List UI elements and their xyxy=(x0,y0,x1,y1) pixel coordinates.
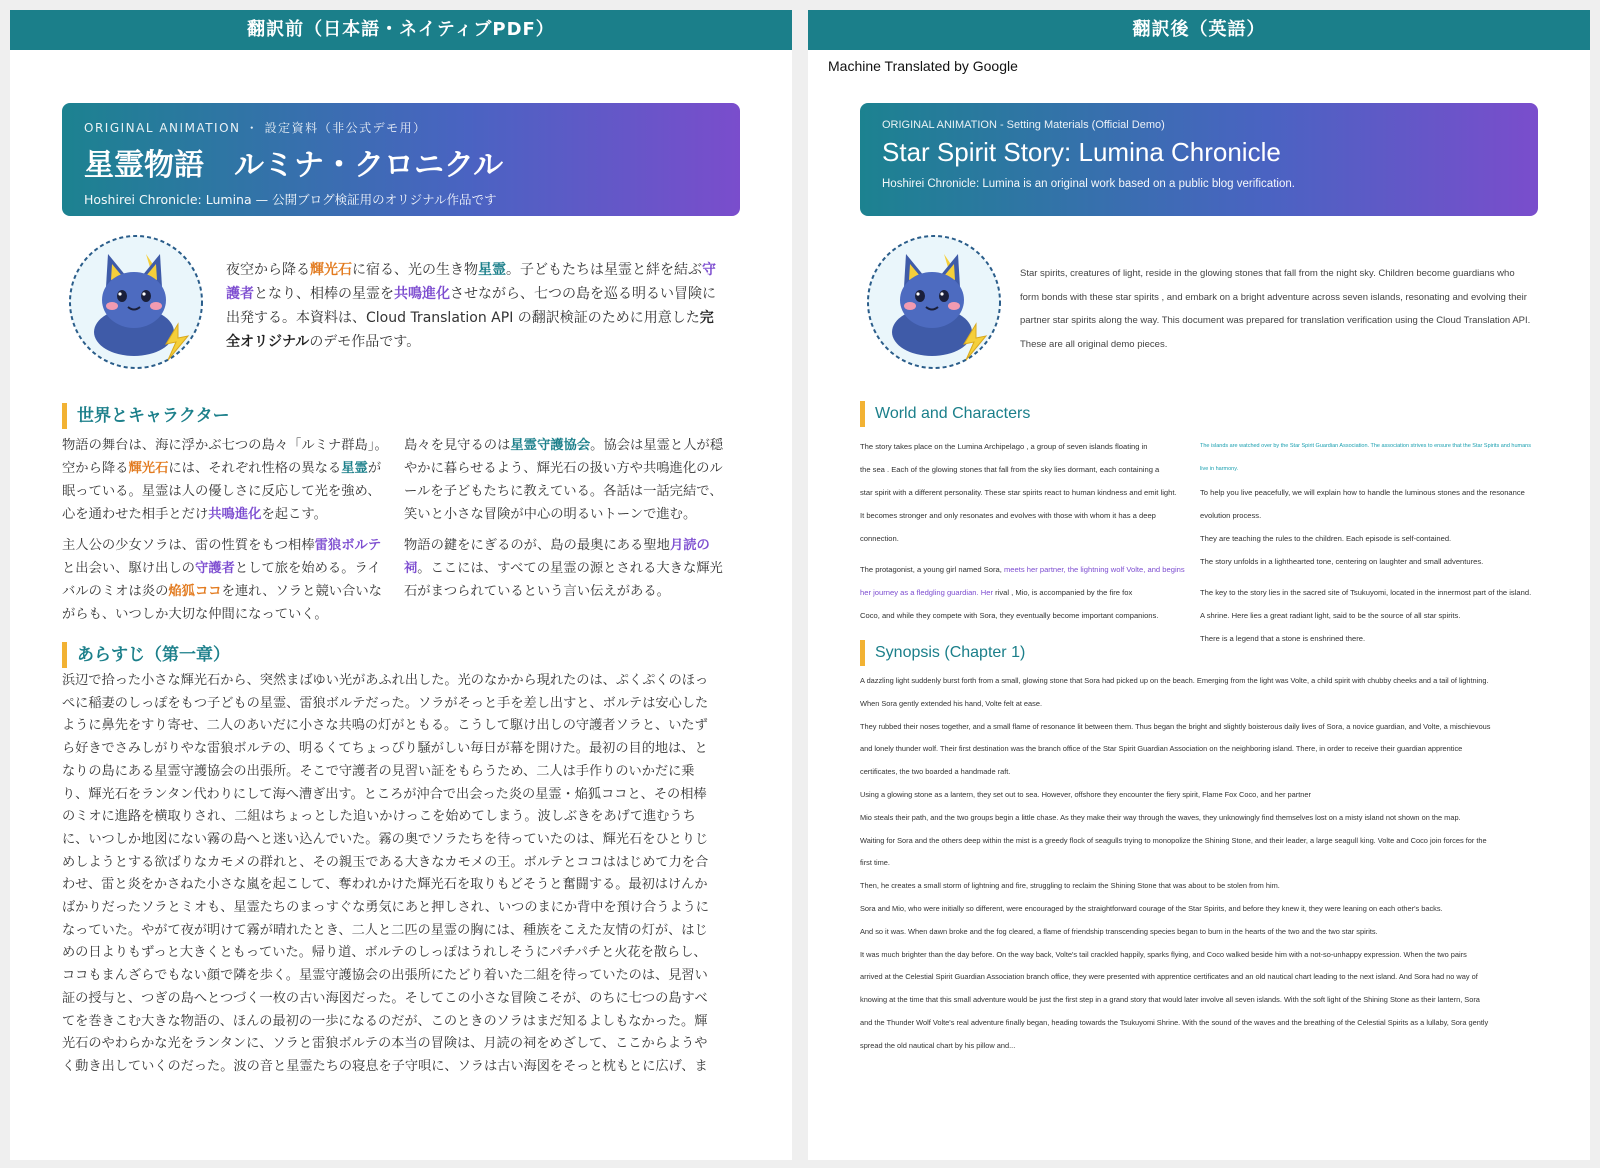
synopsis-line: く動き出していくのだった。波の音と星霊たちの寝息を子守唄に、ソラは古い海図をそっと枕もとに広げ、ま xyxy=(62,1058,708,1074)
term: 守護者 xyxy=(194,561,235,576)
banner-title: Star Spirit Story: Lumina Chronicle xyxy=(882,137,1281,167)
text: が眠っている。星霊は人の優しさに反応して光を強め、心を通わせた相手とだけ xyxy=(62,461,382,522)
text-line: the sea . Each of the glowing stones that fall from the sky lies dormant, each containing a xyxy=(860,465,1160,474)
text: と出会い、駆け出しの xyxy=(62,561,195,576)
term: 星霊守護協会 xyxy=(510,438,591,453)
text-line: The key to the story lies in the sacred site of Tsukuyomi, located in the innermost part of the island. xyxy=(1200,588,1532,597)
synopsis-line: なっていた。やがて夜が明けて霧が晴れたとき、二人と二匹の星霊の胸には、種族をこえた友情の灯が、はじ xyxy=(62,922,708,938)
text-line: The story takes place on the Lumina Archipelago , a group of seven islands floating in xyxy=(860,442,1148,451)
term-original: 完全オリジナル xyxy=(226,310,714,350)
banner-kicker: ORIGINAL ANIMATION - Setting Materials (Official Demo) xyxy=(882,119,1165,131)
intro-text: 夜空から降る xyxy=(226,262,310,278)
text: 物語の舞台は、海に浮かぶ七つの島々「ルミナ群島」。空から降る xyxy=(62,438,388,476)
text: として旅を始める。ライバルのミオは炎の xyxy=(62,561,381,599)
synopsis-line: Waiting for Sora and the others deep within the mist is a greedy flock of seagulls trying to monopolize the Shining Stone, and their leader, a large seagull king. Volte and Coco join forces for the xyxy=(860,835,1487,845)
text-line: The story unfolds in a lighthearted tone, centering on laughter and small adventures. xyxy=(1200,557,1484,566)
synopsis-line: certificates, the two boarded a handmade raft. xyxy=(860,767,1011,777)
synopsis-line: ココもまんざらでもない顔で隣を歩く。星霊守護協会の出張所にたどり着いた二組を待っていたのは、見習い xyxy=(62,968,708,984)
synopsis-line: めしようとする欲ばりなカモメの群れと、その親玉である大きなカモメの王。ボルテとココははじめて力を合 xyxy=(62,854,709,870)
world-paragraph xyxy=(404,534,734,603)
text: Coco, and while they compete with Sora, they eventually become important companions. xyxy=(860,611,1159,620)
world-paragraph xyxy=(1200,435,1536,573)
intro-paragraph xyxy=(226,258,726,354)
banner-title: 星霊物語 ルミナ・クロニクル xyxy=(84,148,504,183)
intro-line: form bonds with these star spirits , and embark on a bright adventure across seven islands, resonating and evolving their xyxy=(1020,291,1527,303)
term-seirei: 星霊 xyxy=(478,262,506,278)
section-title-synopsis: あらすじ（第一章） xyxy=(62,642,230,668)
synopsis-line: And so it was. When dawn broke and the fog cleared, a flame of friendship transcending species began to burn in the hearts of the two and the two star spirits. xyxy=(860,926,1378,936)
synopsis-line: ら好きでさみしがりやな雷狼ボルテの、明るくてちょっぴり騒がしい毎日が幕を開けた。最初の目的地は、と xyxy=(62,741,708,757)
intro-text: のデモ作品です。 xyxy=(309,334,421,350)
synopsis-line: り、輝光石をランタン代わりにして海へ漕ぎ出す。ところが沖合で出会った炎の星霊・焔狐ココと、その相棒 xyxy=(62,786,707,802)
term-guardian: 守護者 xyxy=(226,262,716,302)
highlight-text: meets her partner, the lightning wolf Volte, and begins her journey as a fledgling guardian. Her xyxy=(860,565,1185,597)
machine-translation-note: Machine Translated by Google xyxy=(828,58,1018,74)
text-line: star spirit with a different personality. These star spirits react to human kindness and emit light. xyxy=(860,488,1177,497)
text: 主人公の少女ソラは、雷の性質をもつ相棒 xyxy=(62,538,315,553)
text-line: To help you live peacefully, we will explain how to handle the luminous stones and the resonance evolution process. xyxy=(1200,488,1525,520)
term: 月読の祠 xyxy=(404,538,710,576)
section-title-world: 世界とキャラクター xyxy=(62,403,230,429)
synopsis-line: Using a glowing stone as a lantern, they set out to sea. However, offshore they encounter the fiery spirit, Flame Fox Coco, and her partner xyxy=(860,789,1311,799)
section-title-world: World and Characters xyxy=(860,401,1030,427)
synopsis-line: Mio steals their path, and the two groups begin a little chase. As they make their way through the waves, they unknowingly find themselves lost on a misty island not shown on the map. xyxy=(860,812,1461,822)
text-line: They are teaching the rules to the children. Each episode is self-contained. xyxy=(1200,534,1452,543)
banner-kicker: ORIGINAL ANIMATION ・ 設定資料（非公式デモ用） xyxy=(84,121,427,135)
intro-paragraph xyxy=(1020,262,1540,356)
synopsis-body xyxy=(62,670,742,1079)
synopsis-line: It was much brighter than the day before. On the way back, Volte's tail crackled happily, sparks flying, and Coco walked beside him with a not-so-unhappy expression. When the two pairs xyxy=(860,949,1467,959)
synopsis-line: and lonely thunder wolf. Their first destination was the branch office of the Star Spirit Guardian Association on the neighboring island. There, in order to receive their guardian apprentice xyxy=(860,744,1463,754)
banner-subtitle: Hoshirei Chronicle: Lumina is an original work based on a public blog verification. xyxy=(882,178,1295,190)
synopsis-line: なりの島にある星霊守護協会の出張所。そこで守護者の見習い証をもらうため、二人は手作りのいかだに乗 xyxy=(62,763,695,779)
term-kikouseki: 輝光石 xyxy=(310,262,352,278)
synopsis-line: ぺに稲妻のしっぽをもつ子どもの星霊、雷狼ボルテだった。ソラがそっと手を差し出すと、ボルテは安心した xyxy=(62,695,709,711)
text: 。協会は星霊と人が穏やかに暮らせるよう、輝光石の扱い方や共鳴進化のルールを子どもたちに教えている。各話は一話完結で、笑いと小さな冒険が中心の明るいトーンで進む。 xyxy=(404,438,724,522)
synopsis-line: knowing at the time that this small adventure would be just the first step in a grand story that would later involve all seven islands. With the soft light of the Shining Stone as their lantern, Sora xyxy=(860,995,1480,1005)
term: 焔狐ココ xyxy=(168,584,222,599)
intro-text: 。子どもたちは星霊と絆を結ぶ xyxy=(506,262,702,278)
synopsis-line: They rubbed their noses together, and a small flame of resonance lit between them. Thus began the bright and slightly boisterous daily lives of Sora, a novice guardian, and Volte, a mischievous xyxy=(860,721,1491,731)
synopsis-line: てを巻きこむ大きな物語の、ほんの最初の一歩になるのだが、このときのソラはまだ知るよしもなかった。輝 xyxy=(62,1013,708,1029)
synopsis-line: に、いつしか地図にない霧の島へと迷い込んでいた。霧の奥でソラたちを待っていたのは、輝光石をひとりじ xyxy=(62,831,709,847)
synopsis-line: Then, he creates a small storm of lightning and fire, struggling to reclaim the Shining Stone that was about to be stolen from him. xyxy=(860,881,1280,891)
thunder-wolf-mascot-icon xyxy=(864,232,1004,372)
synopsis-line: のミオに進路を横取りされ、二組はちょっとした追いかけっこを始めてしまう。波しぶきをあげて進むうち xyxy=(62,809,696,825)
term: 星霊 xyxy=(341,461,368,476)
world-paragraph xyxy=(404,434,734,526)
world-paragraph xyxy=(860,558,1190,627)
world-paragraph xyxy=(1200,581,1536,650)
synopsis-line: When Sora gently extended his hand, Volte felt at ease. xyxy=(860,698,1043,708)
synopsis-line: 証の授与と、つぎの島へとつづく一枚の古い海図だった。そしてこの小さな冒険こそが、のちに七つの島すべ xyxy=(62,990,708,1006)
intro-text: に宿る、光の生き物 xyxy=(352,262,478,278)
text: には、それぞれ性格の異なる xyxy=(168,461,342,476)
text: rival , Mio, is accompanied by the fire fox xyxy=(995,588,1133,597)
intro-line: Star spirits, creatures of light, reside in the glowing stones that fall from the night sky. Children become guardians who xyxy=(1020,268,1515,279)
text: を起こす。 xyxy=(261,507,327,522)
term: 輝光石 xyxy=(128,461,169,476)
intro-text: させながら、七つの島を巡る明るい冒険に出発する。本資料は、Cloud Translation API の翻訳検証のために用意した xyxy=(226,286,716,326)
intro-text: となり、相棒の星霊を xyxy=(254,286,394,302)
text: 物語の鍵をにぎるのが、島の最奥にある聖地 xyxy=(404,538,670,553)
text-line: There is a legend that a stone is enshrined there. xyxy=(1200,634,1366,643)
highlight-text: The islands are watched over by the Star Spirit Guardian Association. The association strives to ensure that the Star Spirits and humans live in harmony. xyxy=(1200,443,1531,472)
text: 島々を見守るのは xyxy=(404,438,511,453)
panel-header-translated: 翻訳後（英語） xyxy=(808,10,1590,50)
world-column-1 xyxy=(860,435,1190,635)
intro-line: partner star spirits along the way. This document was prepared for translation verification using the Cloud Translation API. xyxy=(1020,315,1531,326)
text: を連れ、ソラと競い合いながらも、いつしか大切な仲間になっていく。 xyxy=(62,584,382,622)
synopsis-body xyxy=(860,670,1540,1058)
term-resonance: 共鳴進化 xyxy=(394,286,450,302)
synopsis-line: first time. xyxy=(860,858,890,868)
text-line: A shrine. Here lies a great radiant light, said to be the source of all star spirits. xyxy=(1200,611,1461,620)
title-banner xyxy=(62,103,740,216)
section-title-synopsis: Synopsis (Chapter 1) xyxy=(860,640,1025,666)
text: The protagonist, a young girl named Sora, xyxy=(860,565,1002,574)
world-paragraph xyxy=(62,434,388,526)
thunder-wolf-mascot-icon xyxy=(66,232,206,372)
term: 雷狼ボルテ xyxy=(314,538,382,553)
synopsis-line: A dazzling light suddenly burst forth from a small, glowing stone that Sora had picked up on the beach. Emerging from the light was Volte, a child spirit with chubby cheeks and a tail of lightning. xyxy=(860,676,1489,685)
text-line: It becomes stronger and only resonates and evolves with those with whom it has a deep connection. xyxy=(860,511,1156,543)
synopsis-line: spread the old nautical chart by his pillow and... xyxy=(860,1040,1016,1050)
synopsis-line: 浜辺で拾った小さな輝光石から、突然まばゆい光があふれ出した。光のなかから現れたのは、ぷくぷくのほっ xyxy=(62,673,709,688)
synopsis-line: Sora and Mio, who were initially so different, were encouraged by the straightforward courage of the Star Spirits, and before they knew it, they were leaning on each other's backs. xyxy=(860,903,1443,913)
world-column-2 xyxy=(1200,435,1536,658)
world-paragraph xyxy=(62,534,388,626)
synopsis-line: わせ、雷と炎をかさねた小さな嵐を起こして、奪われかけた輝光石を取りもどそうと奮闘する。最初はけんか xyxy=(62,877,708,893)
intro-line: These are all original demo pieces. xyxy=(1020,338,1168,350)
text: 。ここには、すべての星霊の源とされる大きな輝光石がまつられているという言い伝えがある。 xyxy=(404,561,723,599)
title-banner xyxy=(860,103,1538,216)
world-column-1 xyxy=(62,434,388,634)
synopsis-line: めの日よりもずっと大きくともっていた。帰り道、ボルテのしっぽはうれしそうにパチパチと火花を散らし、 xyxy=(62,945,707,961)
synopsis-line: 光石のやわらかな光をランタンに、ソラと雷狼ボルテの本当の冒険は、月読の祠をめざして、ここからようや xyxy=(62,1036,708,1052)
synopsis-line: ばかりだったソラとミオも、星霊たちのまっすぐな勇気にあと押しされ、いつのまにか背中を預け合うように xyxy=(62,900,709,916)
panel-original xyxy=(10,10,792,1160)
world-column-2 xyxy=(404,434,734,611)
term: 共鳴進化 xyxy=(208,507,262,522)
world-paragraph xyxy=(860,435,1190,550)
panel-translated xyxy=(808,10,1590,1160)
synopsis-line: ように鼻先をすり寄せ、二人のあいだに小さな共鳴の灯がともる。こうして駆け出しの守護者ソラと、いたず xyxy=(62,718,708,734)
panel-header-original: 翻訳前（日本語・ネイティブPDF） xyxy=(10,10,792,50)
synopsis-line: arrived at the Celestial Spirit Guardian Association branch office, they were presented with apprentice certificates and an old nautical chart leading to the next island. And Sora had no way of xyxy=(860,972,1478,982)
banner-subtitle: Hoshirei Chronicle: Lumina — 公開ブログ検証用のオリジナル作品です xyxy=(84,192,497,207)
synopsis-line: and the Thunder Wolf Volte's real adventure finally began, heading towards the Tsukuyomi Shrine. With the sound of the waves and the breathing of the Celestial Spirits as a lullaby, Sora gently xyxy=(860,1017,1489,1027)
